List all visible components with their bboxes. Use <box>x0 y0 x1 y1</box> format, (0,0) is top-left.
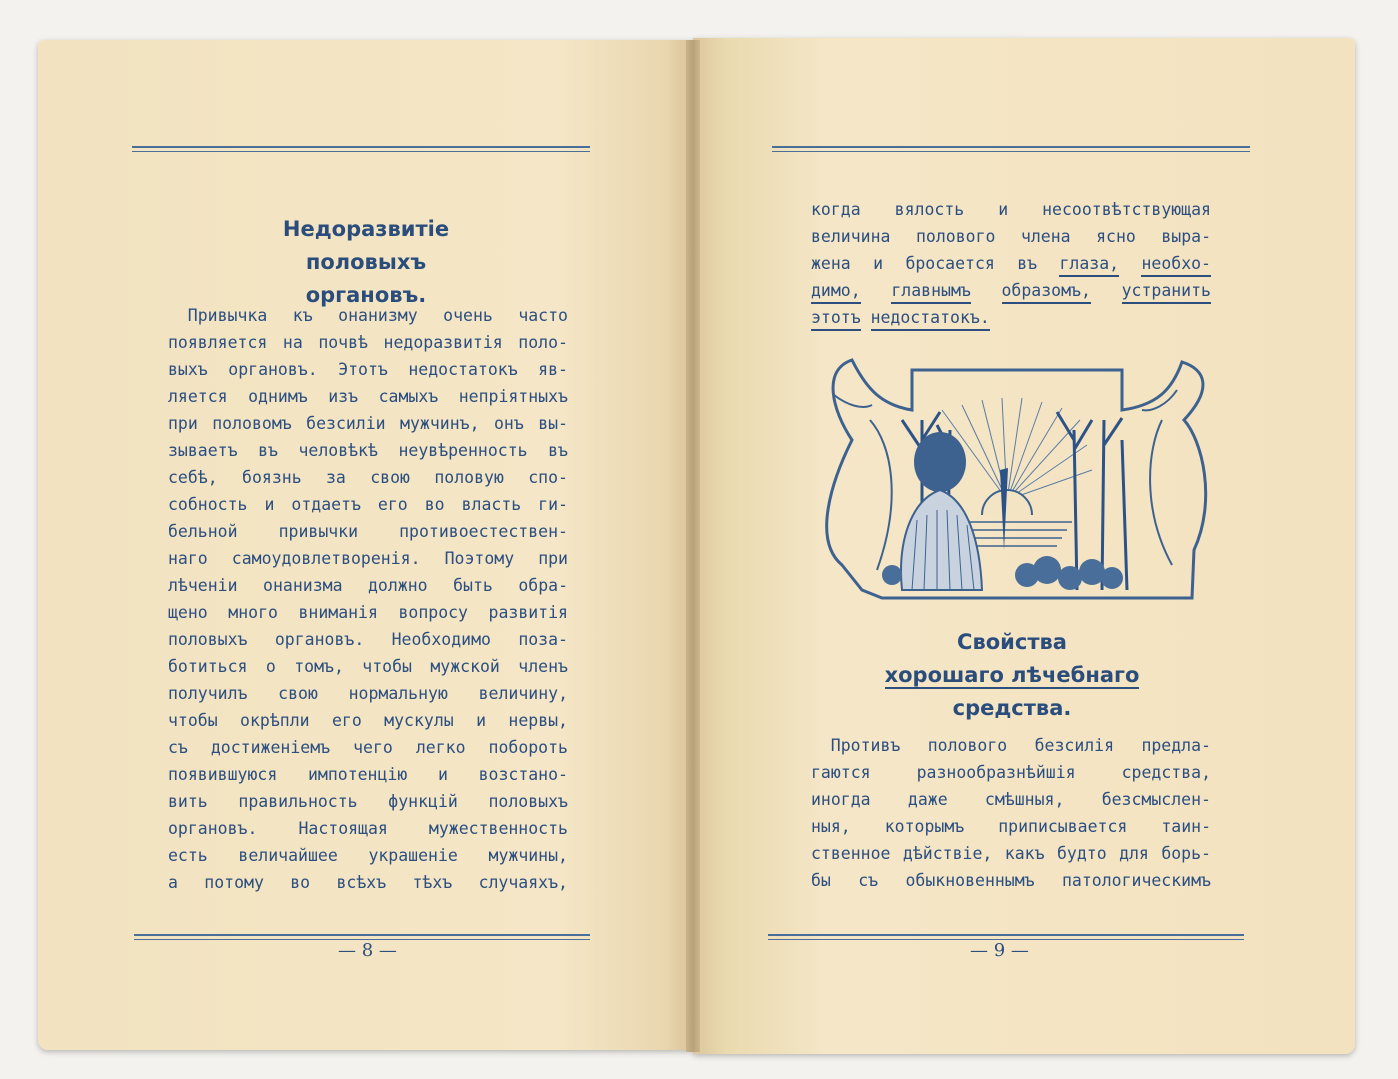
book-gutter <box>686 40 700 1052</box>
text-line: щено много вниманія вопросу развитія <box>168 603 568 622</box>
top-rule-left <box>132 146 590 148</box>
text-line: ляется однимъ изъ самыхъ непріятныхъ <box>168 387 568 406</box>
bottom-rule-right <box>768 934 1244 936</box>
right-heading <box>850 626 1174 725</box>
left-heading-line1: Недоразвитіе <box>282 217 450 241</box>
text-line: ботиться о томъ, чтобы мужской членъ <box>168 657 568 676</box>
right-heading-line1: Свойства <box>957 630 1067 654</box>
text-line: Противъ полового безсилія предла- <box>830 736 1211 755</box>
left-heading <box>258 213 474 312</box>
text-line: этотъ недостатокъ. <box>811 304 1211 331</box>
text-line: жена и бросается въ глаза, необхо- <box>811 250 1211 277</box>
text-line: себѣ, боязнь за свою половую спо- <box>168 468 568 487</box>
text-line: ственное дѣйствіе, какъ будто для борь- <box>811 844 1211 863</box>
text-line: есть величайшее украшеніе мужчины, <box>168 846 568 865</box>
text-line: собность и отдаетъ его во власть ги- <box>168 495 568 514</box>
text-line: а потому во всѣхъ тѣхъ случаяхъ, <box>168 873 568 892</box>
text-line: лѣченіи онанизма должно быть обра- <box>168 576 568 595</box>
right-paragraph-top <box>811 196 1211 331</box>
page-number-left: — 8 — <box>338 940 397 961</box>
bottom-rule-left <box>134 934 590 936</box>
text-line: половыхъ органовъ. Необходимо поза- <box>168 630 568 649</box>
text-line: зываетъ въ человѣкѣ неувѣренность въ <box>168 441 568 460</box>
woman-figure <box>901 432 982 590</box>
text-line: органовъ. Настоящая мужественность <box>168 819 568 838</box>
text-line: ныя, которымъ приписывается таин- <box>811 817 1211 836</box>
text-line: величина полового члена ясно выра- <box>811 227 1211 246</box>
text-line: съ достиженіемъ чего легко побороть <box>168 738 568 757</box>
text-line: когда вялость и несоотвѣтствующая <box>811 200 1211 219</box>
text-line: выхъ органовъ. Этотъ недостатокъ яв- <box>168 360 568 379</box>
text-line: наго самоудовлетворенія. Поэтому при <box>168 549 568 568</box>
text-line: при половомъ безсиліи мужчинъ, онъ вы- <box>168 414 568 433</box>
art-nouveau-woman-forest-sunset-illustration <box>822 350 1212 602</box>
text-line: Привычка къ онанизму очень часто <box>187 306 568 325</box>
right-paragraph-bottom <box>811 732 1211 894</box>
text-line: гаются разнообразнѣйшія средства, <box>811 763 1211 782</box>
text-line: димо, главнымъ образомъ, устранить <box>811 277 1211 304</box>
text-line: чтобы окрѣпли его мускулы и нервы, <box>168 711 568 730</box>
text-line: иногда даже смѣшныя, безсмыслен- <box>811 790 1211 809</box>
bleed-through-left <box>560 192 568 216</box>
top-rule-right <box>772 146 1250 148</box>
left-heading-line2: половыхъ органовъ. <box>305 250 427 307</box>
right-heading-line3: средства. <box>952 696 1072 720</box>
text-line: бы съ обыкновеннымъ патологическимъ <box>811 871 1211 890</box>
text-line: получилъ свою нормальную величину, <box>168 684 568 703</box>
right-heading-line2: хорошаго лѣчебнаго <box>884 663 1140 687</box>
text-line: бельной привычки противоестествен- <box>168 522 568 541</box>
text-line: вить правильность функцій половыхъ <box>168 792 568 811</box>
page-number-right: — 9 — <box>970 940 1029 961</box>
text-line: появившуюся импотенцію и возстано- <box>168 765 568 784</box>
left-paragraph <box>168 302 568 896</box>
text-line: появляется на почвѣ недоразвитія поло- <box>168 333 568 352</box>
